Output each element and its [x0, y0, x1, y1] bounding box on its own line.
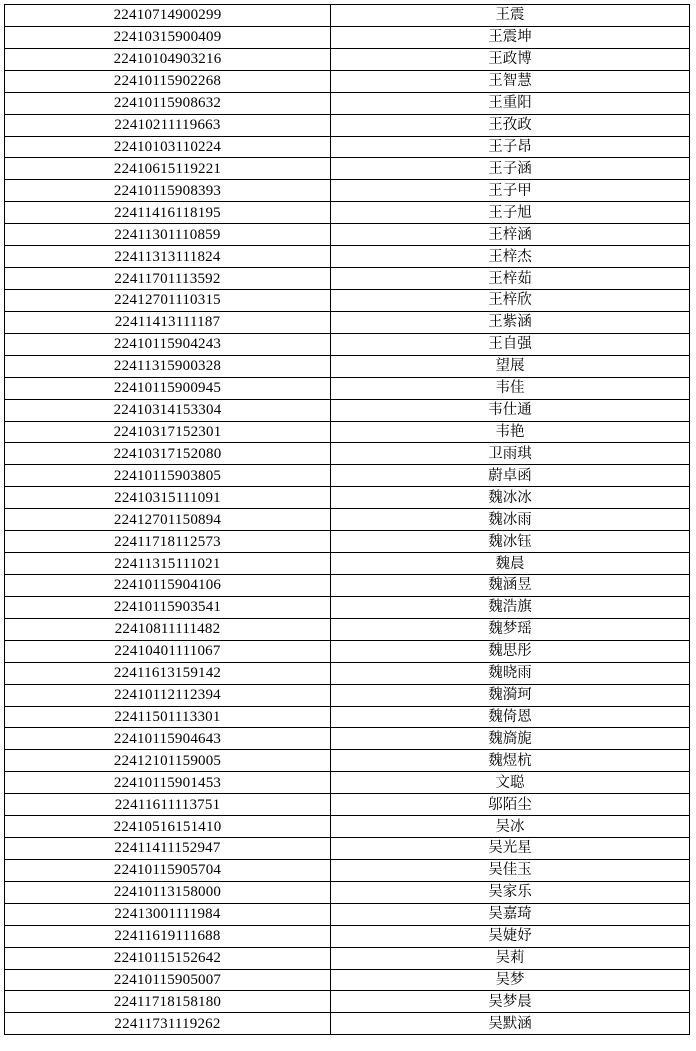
table-row: [5, 553, 690, 575]
student-name-cell: 魏煜杭: [331, 750, 690, 772]
student-id-cell: 22410115904643: [5, 728, 331, 750]
table-row: [5, 1013, 690, 1035]
table-row: [5, 640, 690, 662]
student-name-cell: 王政博: [331, 48, 690, 70]
table-row: [5, 311, 690, 333]
student-id-cell: 22410317152080: [5, 443, 331, 465]
table-row: [5, 531, 690, 553]
table-row: [5, 202, 690, 224]
table-row: [5, 509, 690, 531]
student-id-cell: 22410115901453: [5, 772, 331, 794]
table-row: [5, 399, 690, 421]
student-id-cell: 22411613159142: [5, 662, 331, 684]
student-name-cell: 魏冰钰: [331, 531, 690, 553]
table-row: [5, 487, 690, 509]
student-name-cell: 吴嘉琦: [331, 903, 690, 925]
student-id-cell: 22410115152642: [5, 947, 331, 969]
table-row: [5, 947, 690, 969]
student-table: [4, 4, 690, 1035]
table-row: [5, 838, 690, 860]
student-name-cell: 王自强: [331, 333, 690, 355]
table-row: [5, 114, 690, 136]
student-name-cell: 王子昂: [331, 136, 690, 158]
student-id-cell: 22413001111984: [5, 903, 331, 925]
table-row: [5, 596, 690, 618]
student-id-cell: 22412101159005: [5, 750, 331, 772]
table-row: [5, 333, 690, 355]
student-id-cell: 22411413111187: [5, 311, 331, 333]
table-row: [5, 925, 690, 947]
student-id-cell: 22411315111021: [5, 553, 331, 575]
table-row: [5, 70, 690, 92]
student-id-cell: 22411416118195: [5, 202, 331, 224]
student-id-cell: 22410615119221: [5, 158, 331, 180]
student-name-cell: 吴冰: [331, 816, 690, 838]
student-name-cell: 文聪: [331, 772, 690, 794]
table-row: [5, 158, 690, 180]
student-id-cell: 22411718112573: [5, 531, 331, 553]
student-id-cell: 22411301110859: [5, 224, 331, 246]
student-id-cell: 22410315111091: [5, 487, 331, 509]
student-name-cell: 魏涵昱: [331, 574, 690, 596]
student-name-cell: 邬陌尘: [331, 794, 690, 816]
table-row: [5, 268, 690, 290]
student-name-cell: 吴家乐: [331, 881, 690, 903]
table-row: [5, 574, 690, 596]
student-name-cell: 王智慧: [331, 70, 690, 92]
table-row: [5, 136, 690, 158]
student-name-cell: 王孜政: [331, 114, 690, 136]
student-name-cell: 魏浩旗: [331, 596, 690, 618]
student-id-cell: 22410317152301: [5, 421, 331, 443]
student-name-cell: 吴梦: [331, 969, 690, 991]
table-row: [5, 443, 690, 465]
student-name-cell: 卫雨琪: [331, 443, 690, 465]
student-name-cell: 王子甲: [331, 180, 690, 202]
student-name-cell: 魏冰雨: [331, 509, 690, 531]
student-id-cell: 22410113158000: [5, 881, 331, 903]
student-name-cell: 魏旖旎: [331, 728, 690, 750]
student-name-cell: 魏倚恩: [331, 706, 690, 728]
table-row: [5, 903, 690, 925]
student-id-cell: 22412701150894: [5, 509, 331, 531]
student-id-cell: 22411619111688: [5, 925, 331, 947]
student-id-cell: 22410115903805: [5, 465, 331, 487]
student-list-sheet: [4, 4, 690, 1035]
student-id-cell: 22411411152947: [5, 838, 331, 860]
student-id-cell: 22410516151410: [5, 816, 331, 838]
student-name-cell: 魏冰冰: [331, 487, 690, 509]
student-id-cell: 22410811111482: [5, 618, 331, 640]
student-id-cell: 22410115900945: [5, 377, 331, 399]
student-id-cell: 22410103110224: [5, 136, 331, 158]
student-id-cell: 22410401111067: [5, 640, 331, 662]
student-id-cell: 22411611113751: [5, 794, 331, 816]
table-row: [5, 289, 690, 311]
student-id-cell: 22410314153304: [5, 399, 331, 421]
student-name-cell: 王梓涵: [331, 224, 690, 246]
table-row: [5, 224, 690, 246]
table-row: [5, 794, 690, 816]
student-id-cell: 22410115908393: [5, 180, 331, 202]
student-id-cell: 22410104903216: [5, 48, 331, 70]
student-name-cell: 吴默涵: [331, 1013, 690, 1035]
student-name-cell: 吴婕妤: [331, 925, 690, 947]
student-name-cell: 王子旭: [331, 202, 690, 224]
student-name-cell: 王梓欣: [331, 289, 690, 311]
student-name-cell: 吴梦晨: [331, 991, 690, 1013]
table-row: [5, 465, 690, 487]
student-id-cell: 22411701113592: [5, 268, 331, 290]
student-id-cell: 22410115905704: [5, 859, 331, 881]
student-name-cell: 魏晨: [331, 553, 690, 575]
student-name-cell: 蔚卓函: [331, 465, 690, 487]
student-name-cell: 吴光星: [331, 838, 690, 860]
student-id-cell: 22410211119663: [5, 114, 331, 136]
student-name-cell: 王紫涵: [331, 311, 690, 333]
table-row: [5, 728, 690, 750]
table-row: [5, 750, 690, 772]
table-row: [5, 881, 690, 903]
student-name-cell: 王子涵: [331, 158, 690, 180]
student-id-cell: 22410115902268: [5, 70, 331, 92]
student-name-cell: 吴佳玉: [331, 859, 690, 881]
student-name-cell: 王震坤: [331, 26, 690, 48]
student-id-cell: 22411315900328: [5, 355, 331, 377]
table-row: [5, 662, 690, 684]
table-row: [5, 246, 690, 268]
student-id-cell: 22410115905007: [5, 969, 331, 991]
student-name-cell: 韦仕通: [331, 399, 690, 421]
table-row: [5, 991, 690, 1013]
student-name-cell: 韦佳: [331, 377, 690, 399]
student-name-cell: 魏漪珂: [331, 684, 690, 706]
table-row: [5, 48, 690, 70]
student-id-cell: 22411718158180: [5, 991, 331, 1013]
table-row: [5, 355, 690, 377]
table-row: [5, 684, 690, 706]
student-name-cell: 吴莉: [331, 947, 690, 969]
table-row: [5, 5, 690, 27]
student-name-cell: 王梓茹: [331, 268, 690, 290]
student-id-cell: 22411501113301: [5, 706, 331, 728]
table-row: [5, 92, 690, 114]
student-id-cell: 22412701110315: [5, 289, 331, 311]
table-row: [5, 816, 690, 838]
student-id-cell: 22410115904243: [5, 333, 331, 355]
student-name-cell: 魏思彤: [331, 640, 690, 662]
student-name-cell: 王梓杰: [331, 246, 690, 268]
student-name-cell: 望展: [331, 355, 690, 377]
student-id-cell: 22410112112394: [5, 684, 331, 706]
table-row: [5, 772, 690, 794]
table-row: [5, 859, 690, 881]
student-id-cell: 22410315900409: [5, 26, 331, 48]
student-id-cell: 22410115904106: [5, 574, 331, 596]
table-row: [5, 26, 690, 48]
student-id-cell: 22410714900299: [5, 5, 331, 27]
table-row: [5, 706, 690, 728]
table-row: [5, 618, 690, 640]
student-name-cell: 王重阳: [331, 92, 690, 114]
table-row: [5, 969, 690, 991]
student-name-cell: 王震: [331, 5, 690, 27]
student-name-cell: 韦艳: [331, 421, 690, 443]
table-row: [5, 377, 690, 399]
student-name-cell: 魏晓雨: [331, 662, 690, 684]
table-row: [5, 180, 690, 202]
student-id-cell: 22411313111824: [5, 246, 331, 268]
student-id-cell: 22410115903541: [5, 596, 331, 618]
table-row: [5, 421, 690, 443]
table-body: [5, 5, 690, 1035]
student-id-cell: 22410115908632: [5, 92, 331, 114]
student-name-cell: 魏梦瑶: [331, 618, 690, 640]
student-id-cell: 22411731119262: [5, 1013, 331, 1035]
